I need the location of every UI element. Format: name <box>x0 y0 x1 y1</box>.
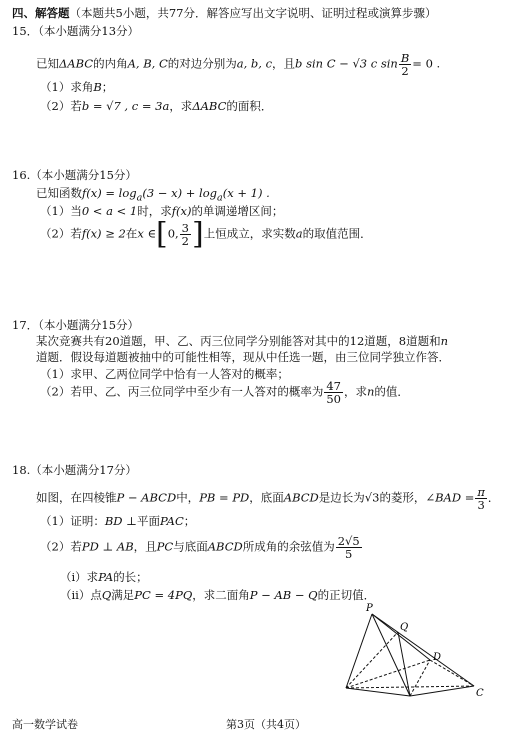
q16-stem: 已知函数$f(x) = \log_a(3 - x) + \log_a(x + 1)$ . <box>36 186 270 204</box>
q18-sub1: （ⅰ）求PA的长； <box>60 570 148 584</box>
q17-fraction: $\frac{47}{50}$ <box>326 379 341 407</box>
q16-part1: （1）当0 < a < 1时，求f(x)的单调递增区间； <box>40 204 284 218</box>
q15-part2: （2）若b = √7 , c = 3a，求ΔABC的面积． <box>40 99 273 113</box>
footer-page: 第3页（共4页） <box>226 718 306 731</box>
right-bracket: ] <box>192 216 204 252</box>
q18-angle-fraction: $\frac{\pi}{3}$ <box>477 485 485 513</box>
edge-pa <box>346 614 372 688</box>
q16-fraction: $\frac{3}{2}$ <box>181 221 189 249</box>
label-q: Q <box>400 622 409 633</box>
edge-bc <box>410 686 474 696</box>
q15-fraction: $\frac{B}{2}$ <box>400 51 410 79</box>
q17-header: 17．（本小题满分15分） <box>12 318 140 332</box>
edge-ad <box>346 660 430 688</box>
q15-stem: 已知ΔABC的内角A, B, C的对边分别为a, b, c，且b sin C − √3 c sin $\frac{B}{2}$ = 0 . <box>36 51 441 79</box>
q17-part1: （1）求甲、乙两位同学中恰有一人答对的概率； <box>40 367 289 381</box>
left-bracket: [ <box>155 216 168 252</box>
q15-header: 15．（本小题满分13分） <box>12 24 140 38</box>
diag-ac <box>346 686 474 688</box>
label-d: D <box>433 652 442 663</box>
q18-cos-fraction: $\frac{2√5}{5}$ <box>337 534 360 562</box>
seg-bq <box>398 632 410 696</box>
edge-ab <box>346 688 410 696</box>
q16-part2: （2）若f(x) ≥ 2在x ∈[0, $\frac{3}{2}$ ]上恒成立，求实数a的取值范围． <box>40 216 372 252</box>
footer-left: 高一数学试卷 <box>12 718 78 731</box>
q18-part1: （1）证明：BD ⊥平面PAC； <box>40 514 196 528</box>
q18-sub2: （ⅱ）点Q满足PC = 4PQ，求二面角P − AB − Q的正切值． <box>60 588 376 602</box>
pyramid-figure <box>340 600 490 702</box>
edge-pd <box>372 614 430 660</box>
q17-line2: 道题．假设每道题被抽中的可能性相等，现从中任选一题，由三位同学独立作答． <box>36 350 450 364</box>
q18-part2: （2）若PD ⊥ AB，且PC与底面ABCD所成角的余弦值为 $\frac{2√5}{5}$ <box>40 534 360 562</box>
q15-part1: （1）求角B； <box>40 80 114 94</box>
section-heading: 四、解答题（本题共5小题，共77分．解答应写出文字说明、证明过程或演算步骤） <box>12 6 437 20</box>
q17-line1: 某次竞赛共有20道题，甲、乙、丙三位同学分别能答对其中的12道题，8道题和n <box>36 334 449 348</box>
label-c: C <box>476 688 484 699</box>
q17-part2: （2）若甲、乙、丙三位同学中至少有一人答对的概率为 $\frac{47}{50}$ ，求n的值． <box>40 379 409 407</box>
q18-header: 18.（本小题满分17分） <box>12 463 137 477</box>
q18-stem: 如图，在四棱锥P − ABCD中，PB = PD，底面ABCD是边长为√3的菱形，∠BAD = $\frac{\pi}{3}$ ． <box>36 485 500 513</box>
label-p: P <box>366 603 373 614</box>
edge-dc <box>430 660 474 686</box>
q16-header: 16.（本小题满分15分） <box>12 168 137 182</box>
edge-pc <box>372 614 474 686</box>
